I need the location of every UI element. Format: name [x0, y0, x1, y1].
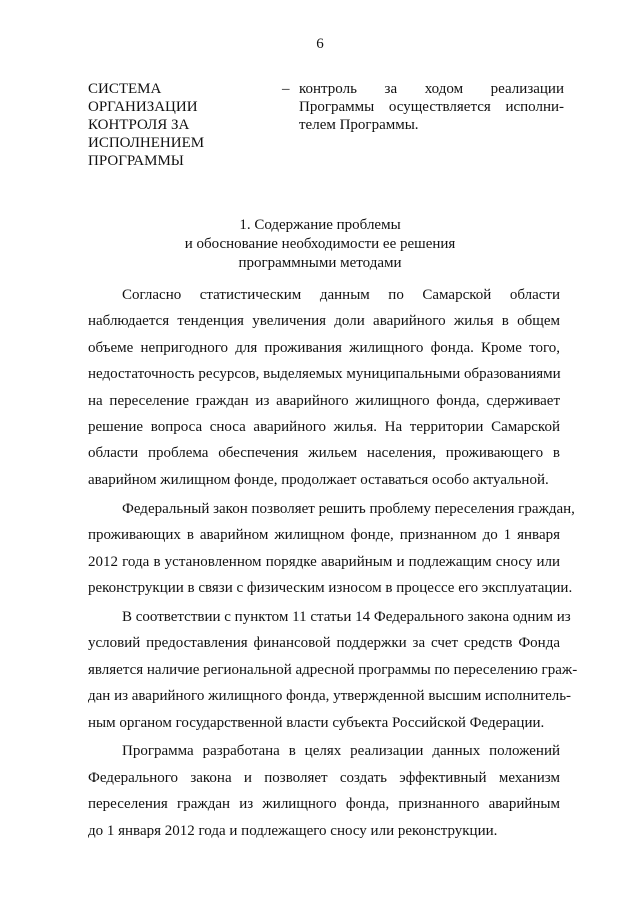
text-line: Федерального закона и позволяет создать эффективный механизм — [88, 769, 560, 786]
section-body — [88, 282, 578, 844]
paragraph — [88, 282, 560, 493]
text-line: на переселение граждан из аварийного жилищного фонда, сдерживает — [88, 392, 560, 409]
text-line: наблюдается тенденция увеличения доли аварийного жилья в общем — [88, 313, 560, 330]
label-line: ИСПОЛНЕНИЕМ — [88, 135, 205, 151]
text-line: В соответствии с пунктом 11 статьи 14 Федерального закона одним из — [122, 608, 571, 625]
section-title-line: программными методами — [238, 255, 402, 271]
label-line: ОРГАНИЗАЦИИ — [88, 99, 198, 115]
text-line: ным органом государственной власти субъекта Российской Федерации. — [88, 714, 545, 731]
text-line: Федеральный закон позволяет решить проблему переселения граждан, — [122, 500, 575, 517]
text-line: объеме непригодного для проживания жилищного фонда. Кроме того, — [88, 339, 560, 356]
text-line: дан из аварийного жилищного фонда, утвержденной высшим исполнитель- — [88, 688, 572, 705]
header-dash: – — [282, 81, 290, 97]
label-line: КОНТРОЛЯ ЗА — [88, 117, 190, 133]
page-number: 6 — [316, 36, 324, 52]
text-line: Согласно статистическим данным по Самарской области — [122, 287, 560, 303]
section-title-line: 1. Содержание проблемы — [239, 217, 401, 233]
section-title-line: и обоснование необходимости ее решения — [184, 236, 456, 252]
text-line: области проблема обеспечения жильем населения, проживающего в — [88, 445, 560, 462]
text-line: проживающих в аварийном жилищном фонде, признанном до 1 января — [88, 527, 560, 544]
text-line: реконструкции в связи с физическим износом в процессе его эксплуатации. — [88, 579, 573, 596]
section-title — [0, 216, 640, 273]
description-line: контроль за ходом реализации — [299, 81, 564, 97]
paragraph — [88, 738, 560, 844]
text-line: Программа разработана в целях реализации данных положений — [122, 743, 560, 760]
text-line: недостаточность ресурсов, выделяемых муниципальными образованиями — [88, 366, 561, 383]
text-line: условий предоставления финансовой поддержки за счет средств Фонда — [88, 635, 560, 652]
control-system-label — [88, 80, 268, 170]
text-line: переселения граждан из жилищного фонда, признанного аварийным — [88, 796, 560, 813]
description-line: телем Программы. — [299, 117, 419, 133]
paragraph — [88, 496, 575, 602]
description-line: Программы осуществляется исполни- — [299, 99, 564, 115]
label-line: ПРОГРАММЫ — [88, 153, 184, 169]
control-system-description — [299, 80, 564, 134]
text-line: является наличие региональной адресной программы по переселению граж- — [88, 661, 578, 678]
paragraph — [88, 604, 578, 736]
text-line: до 1 января 2012 года и подлежащего сносу или реконструкции. — [88, 822, 498, 839]
text-line: решение вопроса сноса аварийного жилья. На территории Самарской — [88, 419, 560, 436]
text-line: 2012 года в установленном порядке аварийным и подлежащим сносу или — [88, 553, 560, 570]
label-line: СИСТЕМА — [88, 81, 162, 97]
text-line: аварийном жилищном фонде, продолжает оставаться особо актуальной. — [88, 471, 549, 488]
